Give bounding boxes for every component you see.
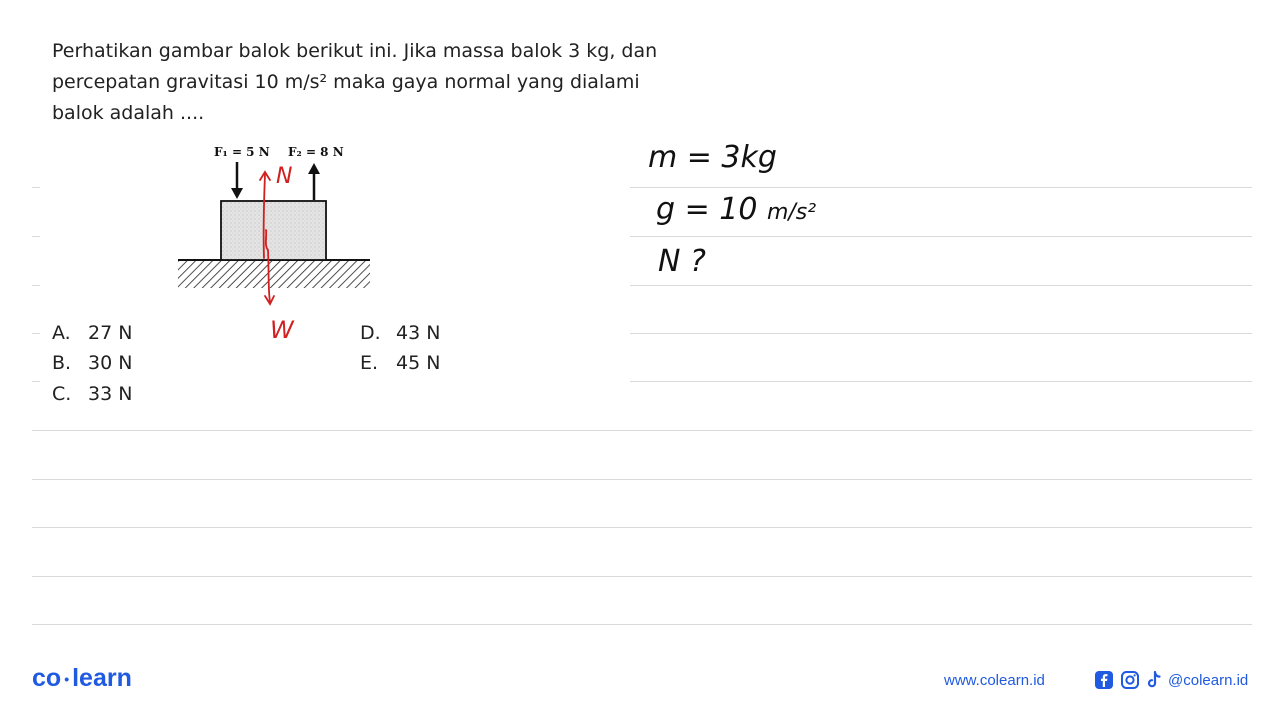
f1-arrow (231, 162, 243, 199)
option-value: 27 N (88, 322, 133, 344)
question-line-3: balok adalah .... (52, 102, 205, 124)
f1-label: F₁ = 5 N (214, 145, 270, 159)
block-diagram-svg (170, 150, 380, 320)
option-letter: C. (52, 383, 72, 405)
note-gravity (656, 192, 816, 227)
option-letter: E. (360, 352, 379, 374)
colearn-logo[interactable] (32, 664, 132, 693)
logo-dot-icon: • (64, 671, 70, 688)
option-d[interactable] (360, 322, 440, 344)
option-b[interactable] (52, 352, 132, 374)
f2-arrow (308, 163, 320, 200)
website-link[interactable]: www.colearn.id (944, 672, 1045, 689)
question-line-2: percepatan gravitasi 10 m/s² maka gaya normal yang dialami (52, 71, 640, 93)
facebook-icon[interactable] (1094, 670, 1114, 690)
logo-left: co (32, 664, 62, 692)
option-letter: A. (52, 322, 71, 344)
logo-right: learn (72, 664, 132, 692)
option-value: 30 N (88, 352, 133, 374)
option-value: 43 N (396, 322, 441, 344)
ground-hatch (178, 260, 370, 288)
option-a[interactable] (52, 322, 132, 344)
option-value: 45 N (396, 352, 441, 374)
option-c[interactable] (52, 383, 132, 405)
note-unknown: N ? (658, 244, 706, 279)
note-gravity-prefix: g = 10 (656, 192, 767, 227)
weight-label: W (270, 316, 294, 344)
note-mass: m = 3kg (648, 140, 777, 175)
instagram-icon[interactable] (1120, 670, 1140, 690)
tiktok-icon[interactable] (1144, 670, 1164, 690)
option-value: 33 N (88, 383, 133, 405)
question-text (52, 36, 658, 129)
block (221, 201, 326, 260)
normal-force-label: N (276, 164, 293, 189)
option-letter: B. (52, 352, 72, 374)
note-gravity-unit: m/s² (766, 200, 817, 225)
social-handle[interactable]: @colearn.id (1168, 672, 1249, 689)
option-letter: D. (360, 322, 381, 344)
option-e[interactable] (360, 352, 440, 374)
question-line-1: Perhatikan gambar balok berikut ini. Jika massa balok 3 kg, dan (52, 40, 658, 62)
f2-label: F₂ = 8 N (288, 145, 344, 159)
